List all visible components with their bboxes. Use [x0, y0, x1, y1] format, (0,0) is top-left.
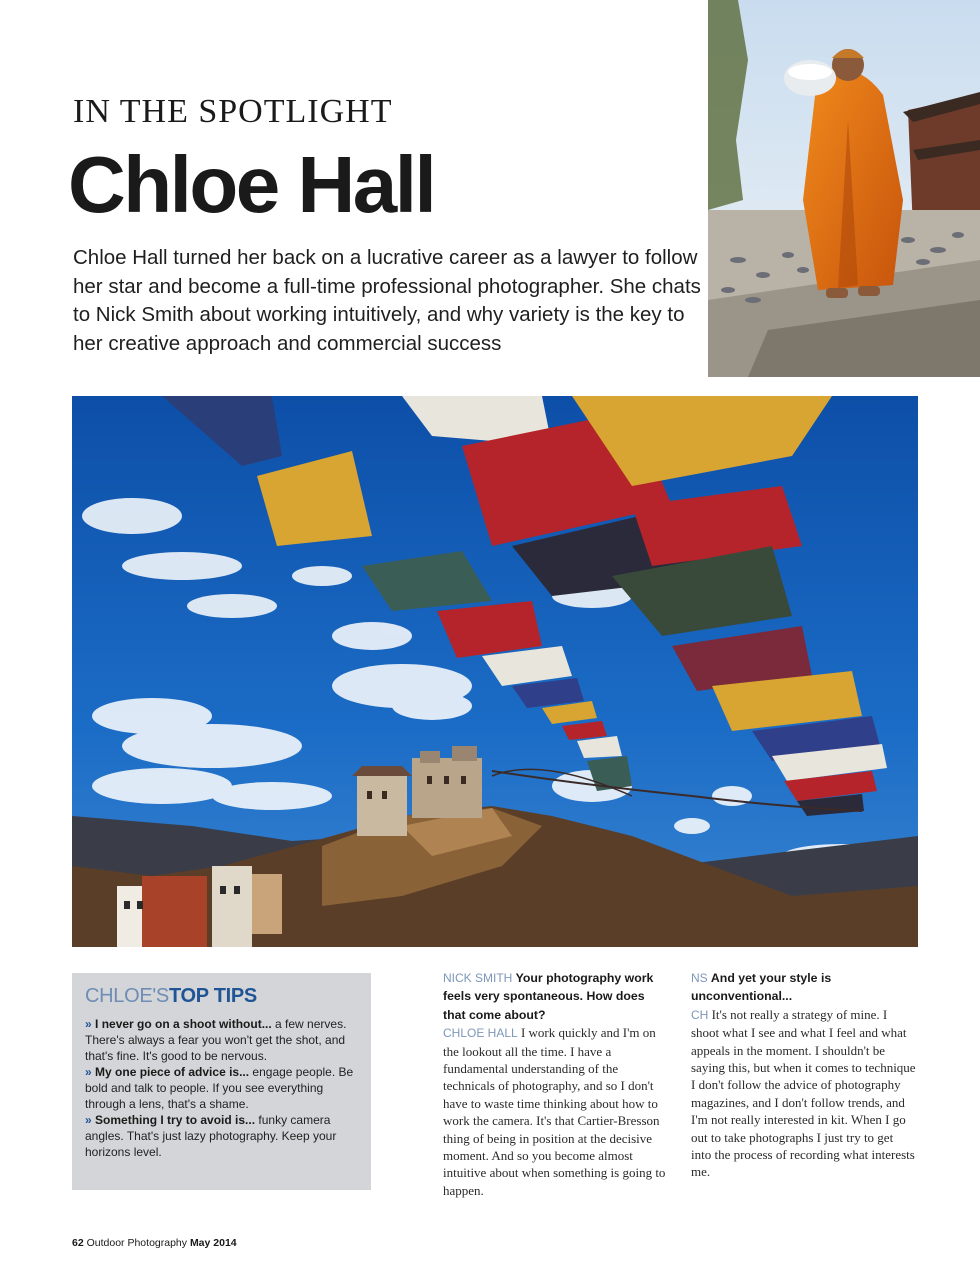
answer-speaker: CH — [691, 1007, 709, 1022]
tip-lead: My one piece of advice is... — [95, 1065, 250, 1079]
issue-date: May 2014 — [189, 1237, 237, 1249]
tip-text: engage people. Be bold and talk to people. If you see everything through a lens, that's a shame. — [85, 1065, 354, 1111]
answer-speaker: CHLOE HALL — [443, 1026, 518, 1041]
monk-photo — [708, 0, 980, 377]
top-tips-title-main: TOP TIPS — [168, 985, 257, 1007]
tip-item — [85, 1112, 357, 1160]
interview-column-1 — [443, 969, 669, 1199]
page-folio — [72, 1237, 237, 1249]
interview-column-2 — [691, 969, 916, 1181]
tip-lead: I never go on a shoot without... — [95, 1017, 272, 1031]
interview-answer: I work quickly and I'm on the lookout all the time. I have a fundamental understanding of the technicals of photography, and so I don't have to waste time thinking about how to work the camera. It's that Cartier-Bresson thing of being in position at the decisive moment. And so you become almost intuitive about when something is going to happen. — [443, 1025, 666, 1198]
top-tips-box — [72, 973, 371, 1190]
prayer-flags-photo — [72, 396, 918, 947]
tip-text: a few nerves. There's always a fear you won't get the shot, and that's fine. It's good to be nervous. — [85, 1017, 347, 1063]
top-tips-title-prefix: CHLOE'S — [85, 985, 169, 1007]
interview-question: And yet your style is unconventional... — [691, 971, 832, 1004]
question-speaker: NICK SMITH — [443, 971, 513, 985]
article-standfirst: Chloe Hall turned her back on a lucrative career as a lawyer to follow her star and become a full-time professional photographer. She chats to Nick Smith about working intuitively, and why variety is the key to her creative approach and commercial success — [73, 246, 701, 355]
tip-arrow-icon: » — [85, 1017, 92, 1031]
tip-item — [85, 1064, 357, 1112]
article-title: Chloe Hall — [68, 140, 435, 229]
interview-question: Your photography work feels very spontaneous. How does that come about? — [443, 971, 654, 1022]
section-kicker: IN THE SPOTLIGHT — [73, 93, 393, 130]
tip-text: funky camera angles. That's just lazy photography. Keep your horizons level. — [85, 1113, 337, 1159]
page-number: 62 — [72, 1237, 84, 1249]
top-tips-title — [85, 985, 357, 1008]
interview-answer: It's not really a strategy of mine. I shoot what I see and what I feel and what appeals in the moment. I shouldn't be saying this, but when it comes to technique I don't follow the advice of photography magazines, and I don't follow trends, and I'm not really interested in kit. When I go out to take photographs I just try to get into the process of recording what interests me. — [691, 1006, 916, 1180]
tip-item — [85, 1016, 357, 1064]
tip-lead: Something I try to avoid is... — [95, 1113, 256, 1127]
tip-arrow-icon: » — [85, 1065, 92, 1079]
question-speaker: NS — [691, 971, 708, 985]
magazine-name: Outdoor Photography — [86, 1237, 188, 1249]
tip-arrow-icon: » — [85, 1113, 92, 1127]
